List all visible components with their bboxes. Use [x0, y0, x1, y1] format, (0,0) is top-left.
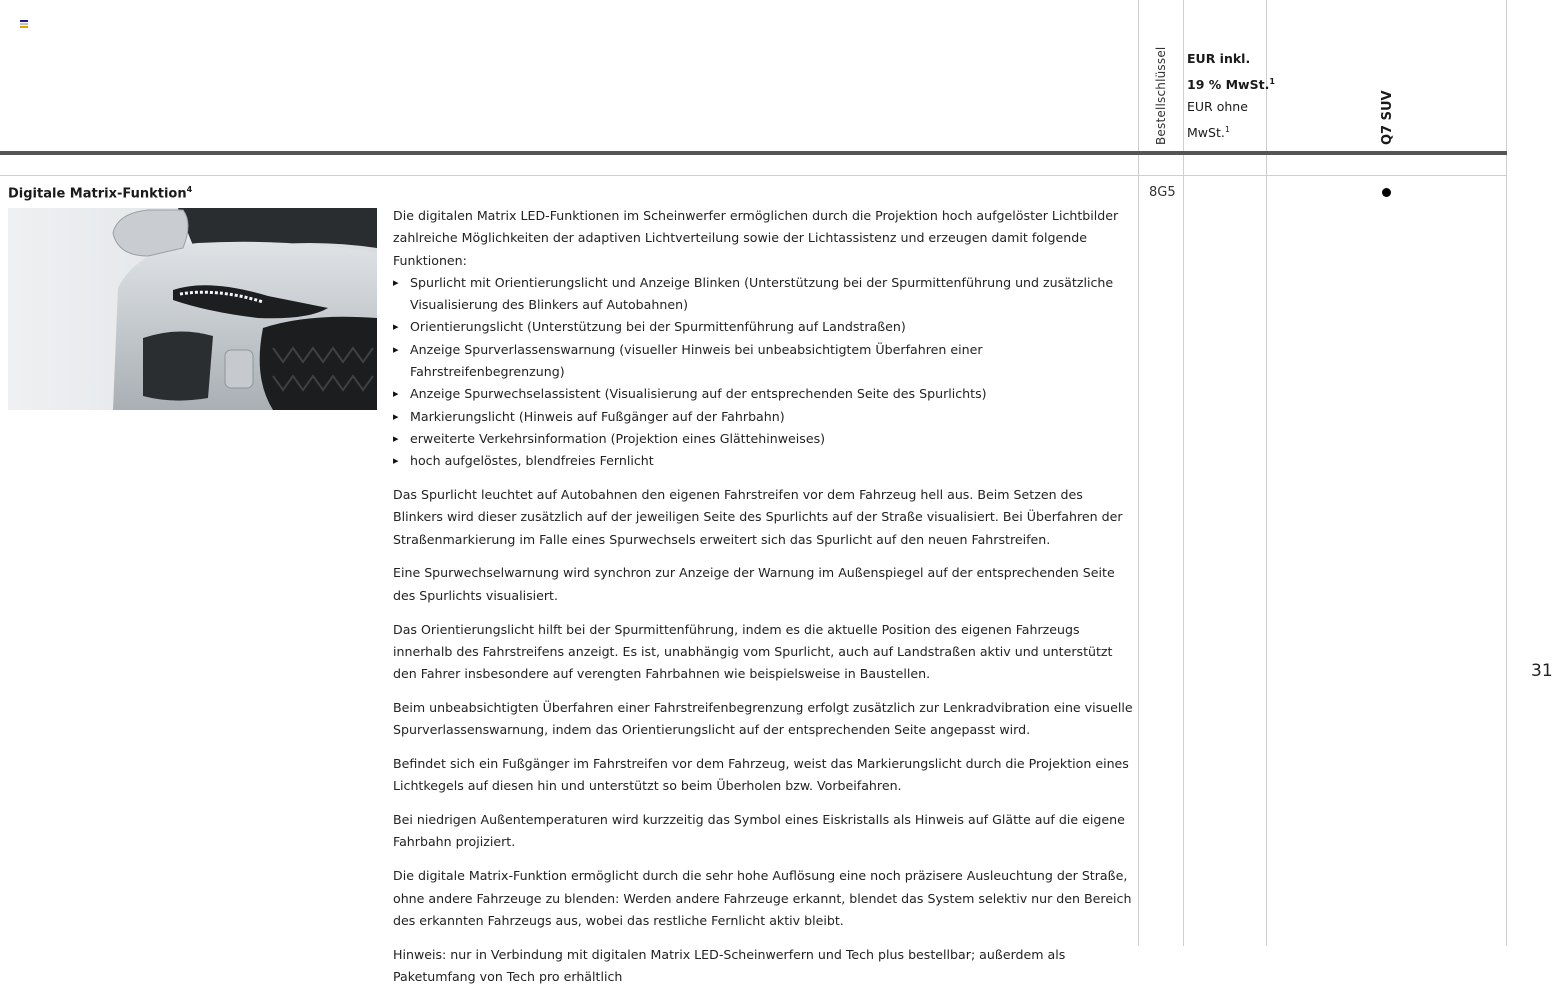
list-item: ▸ erweiterte Verkehrsinformation (Projektion eines Glättehinweises)	[393, 428, 1133, 450]
paragraph: Die digitale Matrix-Funktion ermöglicht durch die sehr hohe Auflösung eine noch präzisere Ausleuchtung der Straße, ohne andere Fahrzeuge zu blenden: Werden andere Fahrzeuge erkannt, blendet das System selektiv nur den Bereich des erkannten Fahrzeugs aus, wobei das restliche Fernlicht aktiv bleibt.	[393, 868, 1132, 928]
paragraph: Das Spurlicht leuchtet auf Autobahnen den eigenen Fahrstreifen vor dem Fahrzeug hell aus. Beim Setzen des Blinkers wird dieser zusätzlich auf der jeweiligen Seite des Spurlichts auf der Straße visualisiert. Bei Überfahren der Straßenmarkierung im Falle eines Spurwechsels erweitert sich das Spurlicht auf den neuen Fahrstreifen.	[393, 487, 1123, 547]
page-number: 31	[1531, 661, 1553, 681]
feature-title	[8, 185, 192, 201]
row-rule	[0, 175, 1507, 176]
intro-text: Die digitalen Matrix LED-Funktionen im Scheinwerfer ermöglichen durch die Projektion hoch aufgelöster Lichtbilder zahlreiche Möglichkeiten der adaptiven Lichtverteilung sowie der Lichtassistenz und erzeugen damit folgende Funktionen:	[393, 208, 1119, 268]
feature-description	[393, 205, 1133, 1000]
note-paragraph: Hinweis: nur in Verbindung mit digitalen Matrix LED-Scheinwerfern und Tech plus bestellbar; außerdem als Paketumfang von Tech pro erhältlich	[393, 946, 1066, 984]
paragraph: Befindet sich ein Fußgänger im Fahrstreifen vor dem Fahrzeug, weist das Markierungslicht durch die Projektion eines Lichtkegels auf diesen hin und unterstützt so beim Überholen bzw. Vorbeifahren.	[393, 756, 1129, 794]
feature-bullet-list	[393, 272, 1133, 473]
price-excl-line2: MwSt.	[1187, 124, 1225, 140]
price-excl-line1: EUR ohne	[1187, 99, 1248, 115]
price-incl-footnote: 1	[1269, 76, 1275, 86]
header-rule	[0, 151, 1507, 155]
divider-order-key	[1138, 0, 1139, 946]
paragraph: Eine Spurwechselwarnung wird synchron zur Anzeige der Warnung im Außenspiegel auf der entsprechenden Seite des Spurlichts visualisiert.	[393, 565, 1115, 603]
headlight-image	[8, 208, 377, 410]
list-item: ▸ Spurlicht mit Orientierungslicht und Anzeige Blinken (Unterstützung bei der Spurmittenführung und zusätzliche Visualisierung des Blinkers auf Autobahnen)	[393, 272, 1133, 317]
list-item: ▸ Orientierungslicht (Unterstützung bei der Spurmittenführung auf Landstraßen)	[393, 316, 1133, 338]
list-item: ▸ hoch aufgelöstes, blendfreies Fernlicht	[393, 450, 1133, 472]
list-item: ▸ Markierungslicht (Hinweis auf Fußgänger auf der Fahrbahn)	[393, 406, 1133, 428]
feature-title-footnote: 4	[186, 185, 193, 194]
divider-price	[1183, 0, 1184, 946]
list-item: ▸ Anzeige Spurwechselassistent (Visualisierung auf der entsprechenden Seite des Spurlichts)	[393, 383, 1133, 405]
divider-right	[1506, 0, 1507, 946]
order-key-header: Bestellschlüssel	[1154, 46, 1168, 145]
paragraph: Das Orientierungslicht hilft bei der Spurmittenführung, indem es die aktuelle Position des eigenen Fahrzeugs innerhalb des Fahrstreifens anzeigt. Es ist, unabhängig vom Spurlicht, auch auf Landstraßen aktiv und unterstützt den Fahrer insbesondere auf verengten Fahrbahnen wie beispielsweise in Baustellen.	[393, 621, 1113, 682]
price-header	[1187, 48, 1275, 144]
language-flag-icon[interactable]	[20, 20, 28, 27]
price-incl-line2: 19 % MwSt.	[1187, 76, 1270, 92]
price-incl-line1: EUR inkl.	[1187, 51, 1251, 66]
model-header: Q7 SUV	[1380, 90, 1395, 145]
list-item: ▸ Anzeige Spurverlassenswarnung (visueller Hinweis bei unbeabsichtigtem Überfahren einer Fahrstreifenbegrenzung)	[393, 339, 1133, 384]
order-code: 8G5	[1149, 185, 1176, 200]
standard-equipment-dot-icon	[1382, 188, 1391, 197]
feature-title-text: Digitale Matrix-Funktion	[8, 186, 187, 202]
price-excl-footnote: 1	[1224, 124, 1230, 134]
paragraph: Beim unbeabsichtigten Überfahren einer Fahrstreifenbegrenzung erfolgt zusätzlich zur Lenkradvibration eine visuelle Spurverlassenswarnung, indem das Orientierungslicht auf der entsprechenden Seite angepasst wird.	[393, 699, 1133, 738]
paragraph: Bei niedrigen Außentemperaturen wird kurzzeitig das Symbol eines Eiskristalls als Hinweis auf Glätte auf die eigene Fahrbahn projiziert.	[393, 812, 1125, 850]
